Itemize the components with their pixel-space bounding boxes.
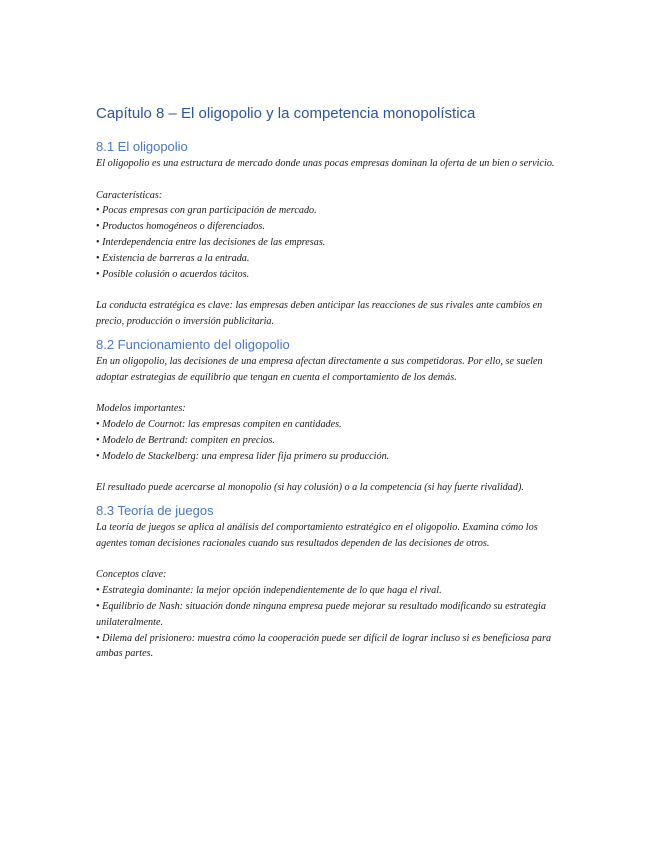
bullet-list xyxy=(96,583,566,662)
list-item: • Dilema del prisionero: muestra cómo la cooperación puede ser difícil de lograr incluso si es beneficiosa para ambas partes. xyxy=(96,631,566,663)
paragraph-gap xyxy=(96,464,566,480)
paragraph-gap xyxy=(96,552,566,568)
list-label: Modelos importantes: xyxy=(96,403,186,415)
list-item: • Posible colusión o acuerdos tácitos. xyxy=(96,267,566,283)
section-closing: La conducta estratégica es clave: las empresas deben anticipar las reacciones de sus rivales ante cambios en precio, producción o inversión publicitaria. xyxy=(96,300,543,327)
section-heading: 8.2 Funcionamiento del oligopolio xyxy=(96,336,290,352)
paragraph-gap xyxy=(96,282,566,298)
list-item: • Modelo de Stackelberg: una empresa líder fija primero su producción. xyxy=(96,449,566,465)
list-item: • Existencia de barreras a la entrada. xyxy=(96,251,566,267)
section-teoria-juegos xyxy=(96,502,566,662)
list-item: • Equilibrio de Nash: situación donde ninguna empresa puede mejorar su resultado modificando su estrategia unilateralmente. xyxy=(96,599,566,631)
list-item: • Estrategia dominante: la mejor opción independientemente de lo que haga el rival. xyxy=(96,583,566,599)
section-closing: El resultado puede acercarse al monopolio (si hay colusión) o a la competencia (si hay fuerte rivalidad). xyxy=(96,482,524,494)
list-label: Características: xyxy=(96,189,163,201)
chapter-title: Capítulo 8 – El oligopolio y la competencia monopolística xyxy=(96,105,476,122)
list-item: • Modelo de Bertrand: compiten en precios. xyxy=(96,433,566,449)
list-item: • Productos homogéneos o diferenciados. xyxy=(96,219,566,235)
paragraph-gap xyxy=(96,385,566,401)
list-label: Conceptos clave: xyxy=(96,569,167,581)
paragraph-gap xyxy=(96,172,566,188)
bullet-list xyxy=(96,417,566,464)
section-oligopolio xyxy=(96,138,566,330)
section-intro: El oligopolio es una estructura de mercado donde unas pocas empresas dominan la oferta de un bien o servicio. xyxy=(96,158,555,169)
list-item: • Pocas empresas con gran participación de mercado. xyxy=(96,203,566,219)
section-funcionamiento xyxy=(96,336,566,496)
section-heading: 8.3 Teoría de juegos xyxy=(96,502,214,518)
document-page xyxy=(96,104,566,662)
list-item: • Modelo de Cournot: las empresas compiten en cantidades. xyxy=(96,417,566,433)
list-item: • Interdependencia entre las decisiones de las empresas. xyxy=(96,235,566,251)
bullet-list xyxy=(96,203,566,282)
section-heading: 8.1 El oligopolio xyxy=(96,139,188,154)
section-intro: En un oligopolio, las decisiones de una empresa afectan directamente a sus competidoras. Por ello, se suelen adoptar estrategias de equilibrio que tengan en cuenta el comportamiento de los demás. xyxy=(96,355,543,383)
section-intro: La teoría de juegos se aplica al análisis del comportamiento estratégico en el oligopolio. Examina cómo los agentes toman decisiones racionales cuando sus resultados dependen de las decisiones de otros. xyxy=(96,521,538,549)
